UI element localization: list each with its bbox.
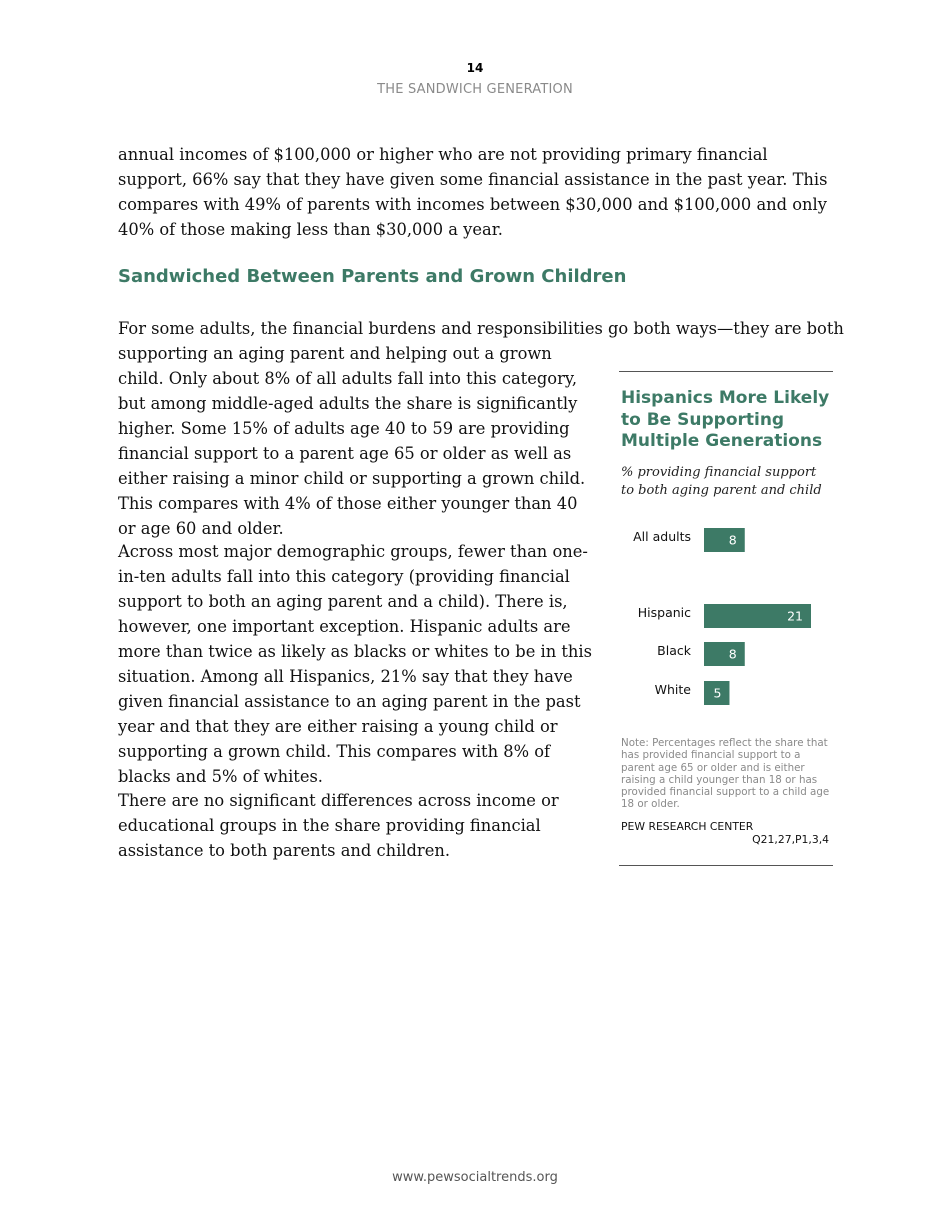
bar-chart xyxy=(619,520,833,720)
sidebar-chart-box xyxy=(619,371,833,866)
body-paragraph-1: annual incomes of $100,000 or higher who are not providing primary financial support, 66% say that they have given some financial assistance in the past year. This compares with 49% of parents with incomes between $30,000 and $100,000 and only 40% of those making less than $30,000 a year. xyxy=(118,145,828,239)
category-label-white: White xyxy=(654,682,691,697)
footer-url: www.pewsocialtrends.org xyxy=(392,1170,558,1185)
bar-all-adults xyxy=(704,528,745,552)
body-paragraph-4: There are no significant differences across income or educational groups in the share providing financial assistance to both parents and children. xyxy=(118,791,559,860)
category-label-black: Black xyxy=(657,643,691,658)
category-label-all-adults: All adults xyxy=(633,529,691,544)
chart-source: PEW RESEARCH CENTER xyxy=(621,820,754,833)
data-label-black: 8 xyxy=(728,646,737,662)
chart-question-codes: Q21,27,P1,3,4 xyxy=(752,833,829,846)
page-number: 14 xyxy=(466,61,484,75)
data-label-hispanic: 21 xyxy=(787,608,803,624)
running-title: THE SANDWICH GENERATION xyxy=(377,82,573,97)
bar-black xyxy=(704,642,745,666)
chart-note: Note: Percentages reflect the share that has provided financial support to a parent age 65 or older and is either raising a child younger than 18 or has provided financial support to a child age 18 or older. xyxy=(621,737,830,811)
category-label-hispanic: Hispanic xyxy=(637,605,691,620)
body-paragraph-2-line-1: For some adults, the financial burdens and responsibilities go both ways—they are both xyxy=(118,319,844,338)
section-heading: Sandwiched Between Parents and Grown Children xyxy=(118,266,627,287)
body-paragraph-2: supporting an aging parent and helping out a grown child. Only about 8% of all adults fall into this category, but among middle-aged adults the share is significantly higher. Some 15% of adults age 40 to 59 are providing financial support to a parent age 65 or older as well as either raising a minor child or supporting a grown child. This compares with 4% of those either younger than 40 or age 60 and older. xyxy=(118,344,586,538)
chart-title: Hispanics More Likely to Be Supporting Multiple Generations xyxy=(621,388,830,451)
data-label-all-adults: 8 xyxy=(728,532,737,548)
chart-subtitle: % providing financial support to both aging parent and child xyxy=(621,465,822,498)
data-label-white: 5 xyxy=(713,685,722,701)
body-paragraph-3: Across most major demographic groups, fewer than one-in-ten adults fall into this category (providing financial support to both an aging parent and a child). There is, however, one important exception. Hispanic adults are more than twice as likely as blacks or whites to be in this situation. Among all Hispanics, 21% say that they have given financial assistance to an aging parent in the past year and that they are either raising a young child or supporting a grown child. This compares with 8% of blacks and 5% of whites. xyxy=(118,542,592,786)
